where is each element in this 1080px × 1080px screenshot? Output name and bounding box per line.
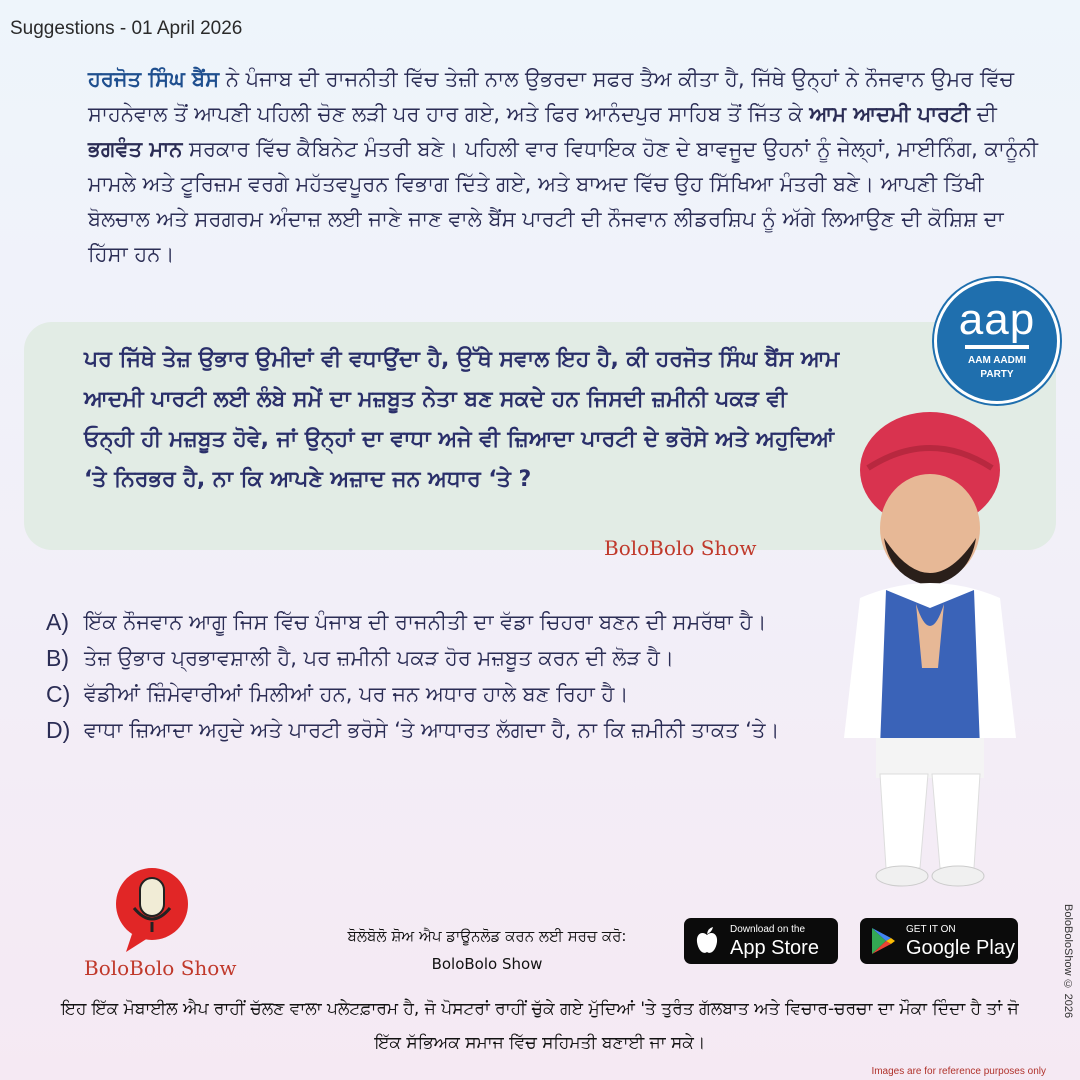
microphone-icon	[112, 864, 192, 956]
option-b[interactable]	[46, 640, 826, 676]
intro-part1: ਨੇ ਪੰਜਾਬ ਦੀ ਰਾਜਨੀਤੀ ਵਿੱਚ ਤੇਜ਼ੀ ਨਾਲ ਉਭਰਦਾ ਸਫਰ ਤੈਅ ਕੀਤਾ ਹੈ, ਜਿੱਥੇ ਉਨ੍ਹਾਂ ਨੇ ਨੌਜਵਾਨ ਉਮਰ ਵਿੱਚ ਸਾਹਨੇਵਾਲ ਤੋਂ ਆਪਣੀ ਪਹਿਲੀ ਚੋਣ ਲੜੀ ਪਰ ਹਾਰ ਗਏ, ਅਤੇ ਫਿਰ ਆਨੰਦਪੁਰ ਸਾਹਿਬ ਤੋਂ ਜਿੱਤ ਕੇ	[88, 67, 1014, 126]
post-date-label: Suggestions - 01 April 2026	[10, 18, 243, 39]
googleplay-small: GET IT ON	[906, 924, 956, 935]
search-line: ਬੋਲੋਬੋਲੋ ਸ਼ੋਅ ਐਪ ਡਾਊਨਲੋਡ ਕਰਨ ਲਈ ਸਰਚ ਕਰੋ:	[347, 927, 627, 945]
option-text: ਵਾਧਾ ਜ਼ਿਆਦਾ ਅਹੁਦੇ ਅਤੇ ਪਾਰਟੀ ਭਰੋਸੇ ‘ਤੇ ਆਧਾਰਤ ਲੱਗਦਾ ਹੈ, ਨਾ ਕਿ ਜ਼ਮੀਨੀ ਤਾਕਤ ‘ਤੇ।	[84, 718, 780, 742]
footer-brand: BoloBolo Show	[84, 956, 237, 980]
platform-description: ਇਹ ਇੱਕ ਮੋਬਾਈਲ ਐਪ ਰਾਹੀਂ ਚੱਲਣ ਵਾਲਾ ਪਲੇਟਫ਼ਾਰਮ ਹੈ, ਜੋ ਪੋਸਟਰਾਂ ਰਾਹੀਂ ਚੁੱਕੇ ਗਏ ਮੁੱਦਿਆਂ 'ਤੇ ਤੁਰੰਤ ਗੱਲਬਾਤ ਅਤੇ ਵਿਚਾਰ-ਚਰਚਾ ਦਾ ਮੌਕਾ ਦਿੰਦਾ ਹੈ ਤਾਂ ਜੋ ਇੱਕ ਸੱਭਿਅਕ ਸਮਾਜ ਵਿੱਚ ਸਹਿਮਤੀ ਬਣਾਈ ਜਾ ਸਕੇ।	[61, 999, 1019, 1053]
question-text: ਪਰ ਜਿੱਥੇ ਤੇਜ਼ ਉਭਾਰ ਉਮੀਦਾਂ ਵੀ ਵਧਾਉਂਦਾ ਹੈ, ਉੱਥੇ ਸਵਾਲ ਇਹ ਹੈ, ਕੀ ਹਰਜੋਤ ਸਿੰਘ ਬੈਂਸ ਆਮ ਆਦਮੀ ਪਾਰਟੀ ਲਈ ਲੰਬੇ ਸਮੇਂ ਦਾ ਮਜ਼ਬੂਤ ਨੇਤਾ ਬਣ ਸਕਦੇ ਹਨ ਜਿਸਦੀ ਜ਼ਮੀਨੀ ਪਕੜ ਵੀ ਓਨ੍ਹੀ ਹੀ ਮਜ਼ਬੂਤ ਹੋਵੇ, ਜਾਂ ਉਨ੍ਹਾਂ ਦਾ ਵਾਧਾ ਅਜੇ ਵੀ ਜ਼ਿਆਦਾ ਪਾਰਟੀ ਦੇ ਭਰੋਸੇ ਅਤੇ ਅਹੁਦਿਆਂ ‘ਤੇ ਨਿਰਭਰ ਹੈ, ਨਾ ਕਿ ਆਪਣੇ ਅਜ਼ਾਦ ਜਨ ਅਧਾਰ ‘ਤੇ ?	[84, 347, 840, 492]
option-a[interactable]	[46, 604, 826, 640]
appstore-big: App Store	[730, 937, 819, 959]
appstore-small: Download on the	[730, 924, 806, 935]
googleplay-big: Google Play	[906, 937, 1015, 959]
copyright-notice: BoloBoloShow © 2026	[1062, 904, 1074, 1019]
answer-options	[46, 604, 826, 748]
intro-name: ਹਰਜੋਤ ਸਿੰਘ ਬੈਂਸ	[88, 67, 220, 91]
logo-line1: AAM AADMI	[968, 355, 1026, 366]
politician-illustration	[820, 408, 1040, 898]
option-text: ਤੇਜ਼ ਉਭਾਰ ਪ੍ਰਭਾਵਸ਼ਾਲੀ ਹੈ, ਪਰ ਜ਼ਮੀਨੀ ਪਕੜ ਹੋਰ ਮਜ਼ਬੂਤ ਕਰਨ ਦੀ ਲੋੜ ਹੈ।	[84, 646, 675, 670]
watermark-brand: BoloBolo Show	[604, 536, 757, 560]
app-store-button[interactable]	[684, 918, 838, 964]
option-letter: B)	[46, 645, 69, 671]
google-play-button[interactable]	[860, 918, 1018, 964]
intro-paragraph	[88, 62, 1043, 272]
logo-mark: aap	[958, 295, 1036, 344]
broom-icon	[965, 345, 1029, 349]
option-letter: D)	[46, 717, 71, 743]
image-disclaimer: Images are for reference purposes only	[871, 1066, 1046, 1077]
option-text: ਇੱਕ ਨੌਜਵਾਨ ਆਗੂ ਜਿਸ ਵਿੱਚ ਪੰਜਾਬ ਦੀ ਰਾਜਨੀਤੀ ਦਾ ਵੱਡਾ ਚਿਹਰਾ ਬਣਨ ਦੀ ਸਮਰੱਥਾ ਹੈ।	[84, 610, 767, 634]
intro-part3: ਸਰਕਾਰ ਵਿੱਚ ਕੈਬਿਨੇਟ ਮੰਤਰੀ ਬਣੇ। ਪਹਿਲੀ ਵਾਰ ਵਿਧਾਇਕ ਹੋਣ ਦੇ ਬਾਵਜੂਦ ਉਹਨਾਂ ਨੂੰ ਜੇਲ੍ਹਾਂ, ਮਾਈਨਿੰਗ, ਕਾਨੂੰਨੀ ਮਾਮਲੇ ਅਤੇ ਟੂਰਿਜ਼ਮ ਵਰਗੇ ਮਹੱਤਵਪੂਰਨ ਵਿਭਾਗ ਦਿੱਤੇ ਗਏ, ਅਤੇ ਬਾਅਦ ਵਿੱਚ ਉਹ ਸਿੱਖਿਆ ਮੰਤਰੀ ਬਣੇ। ਆਪਣੀ ਤਿੱਖੀ ਬੋਲਚਾਲ ਅਤੇ ਸਰਗਰਮ ਅੰਦਾਜ਼ ਲਈ ਜਾਣੇ ਜਾਣ ਵਾਲੇ ਬੈਂਸ ਪਾਰਟੀ ਦੀ ਨੌਜਵਾਨ ਲੀਡਰਸ਼ਿਪ ਨੂੰ ਅੱਗੇ ਲਿਆਉਣ ਦੀ ਕੋਸ਼ਿਸ਼ ਦਾ ਹਿੱਸਾ ਹਨ।	[88, 137, 1038, 266]
app-search-prompt	[302, 922, 672, 978]
option-d[interactable]	[46, 712, 826, 748]
aap-party-logo	[934, 278, 1060, 404]
intro-part2: ਦੀ	[969, 102, 997, 126]
play-store-icon	[870, 927, 896, 955]
option-letter: C)	[46, 681, 71, 707]
apple-icon	[694, 926, 720, 956]
search-term: BoloBolo Show	[431, 955, 543, 973]
intro-leader: ਭਗਵੰਤ ਮਾਨ	[88, 137, 183, 161]
option-text: ਵੱਡੀਆਂ ਜ਼ਿੰਮੇਵਾਰੀਆਂ ਮਿਲੀਆਂ ਹਨ, ਪਰ ਜਨ ਅਧਾਰ ਹਾਲੇ ਬਣ ਰਿਹਾ ਹੈ।	[84, 682, 629, 706]
option-letter: A)	[46, 609, 69, 635]
option-c[interactable]	[46, 676, 826, 712]
intro-party: ਆਮ ਆਦਮੀ ਪਾਰਟੀ	[809, 102, 970, 126]
logo-line2: PARTY	[980, 369, 1014, 380]
